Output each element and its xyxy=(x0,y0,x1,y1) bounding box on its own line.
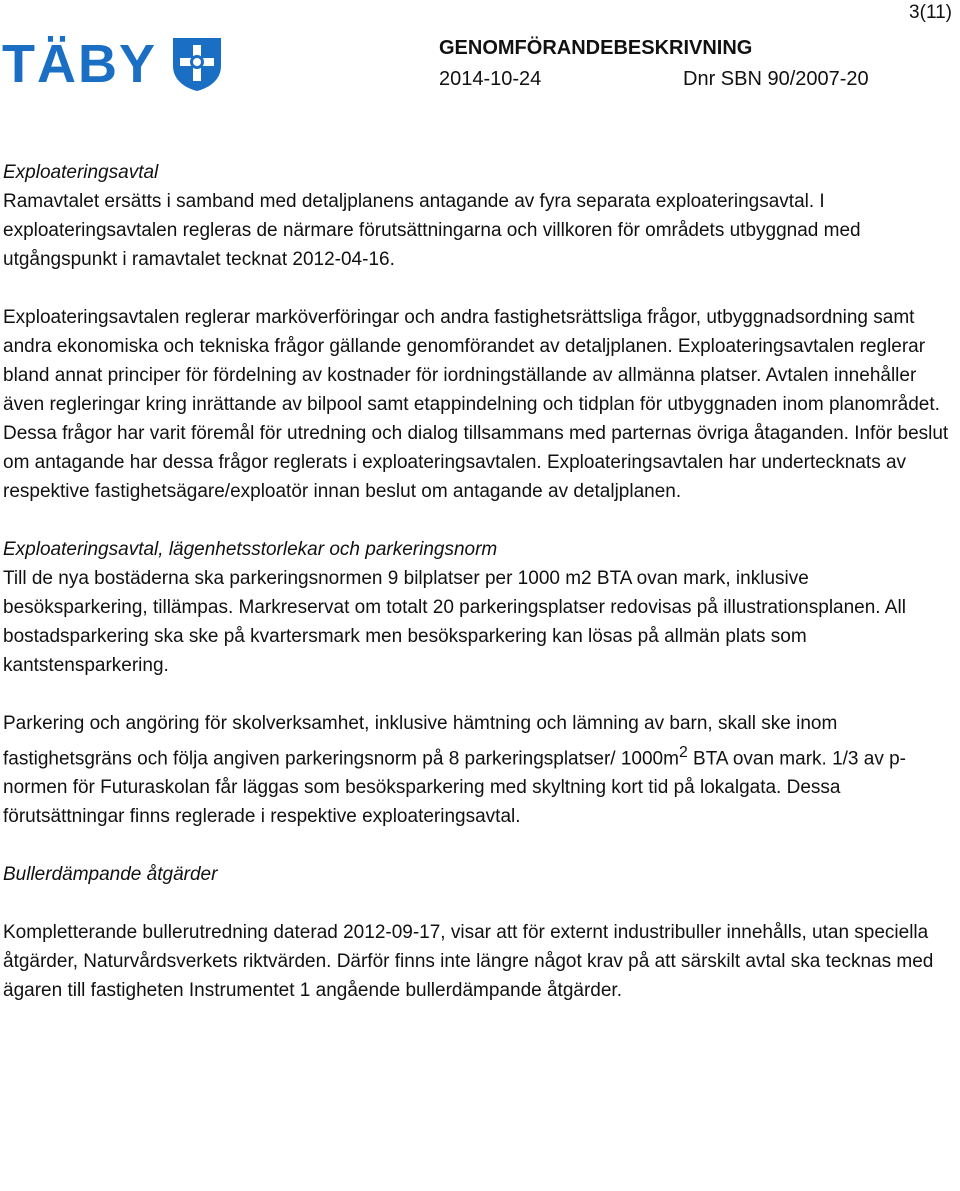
paragraph xyxy=(3,709,953,831)
logo-text: TÄBY xyxy=(2,34,157,94)
paragraph: Exploateringsavtalen reglerar marköverföringar och andra fastighetsrättsliga frågor, utbyggnadsordning samt andra ekonomiska och tekniska frågor gällande genomförandet av detaljplanen. Exploateringsavtalen reglerar bland annat principer för fördelning av kostnader för iordningställande av allmänna platser. Avtalen innehåller även regleringar kring inrättande av bilpool samt etappindelning och tidplan för utbyggnaden inom planområdet. Dessa frågor har varit föremål för utredning och dialog tillsammans med parternas övriga åtaganden. Inför beslut om antagande har dessa frågor reglerats i exploateringsavtalen. Exploateringsavtalen har undertecknats av respektive fastighetsägare/exploatör innan beslut om antagande av detaljplanen. xyxy=(3,307,949,502)
superscript: 2 xyxy=(678,744,688,761)
paragraph-text: BTA ovan mark. 1/3 av p-normen för Futuraskolan får läggas som besöksparkering med skyltning kort tid på lokalgata. Dessa förutsättningar finns reglerade i respektive exploateringsavtal. xyxy=(3,748,907,828)
section-heading-parkeringsnorm: Exploateringsavtal, lägenhetsstorlekar och parkeringsnorm xyxy=(3,539,498,560)
section-heading-buller: Bullerdämpande åtgärder xyxy=(3,864,218,886)
paragraph: Till de nya bostäderna ska parkeringsnormen 9 bilplatser per 1000 m2 BTA ovan mark, inklusive besöksparkering, tillämpas. Markreservat om totalt 20 parkeringsplatser redovisas på illustrationsplanen. All bostadsparkering ska ske på kvartersmark men besöksparkering kan lösas på allmän plats som kantstensparkering. xyxy=(3,568,906,676)
shield-cross-icon xyxy=(171,36,223,92)
taby-logo xyxy=(2,36,223,92)
document-title: GENOMFÖRANDEBESKRIVNING xyxy=(439,37,753,59)
paragraph: Ramavtalet ersätts i samband med detaljplanens antagande av fyra separata exploateringsavtal. I exploateringsavtalen regleras de närmare förutsättningarna och villkoren för områdets utbyggnad med utgångspunkt i ramavtalet tecknat 2012-04-16. xyxy=(3,191,861,270)
document-dnr: Dnr SBN 90/2007-20 xyxy=(683,68,869,90)
page-number: 3(11) xyxy=(909,2,952,23)
document-body xyxy=(3,158,953,1005)
document-date: 2014-10-24 xyxy=(439,68,542,90)
paragraph: Kompletterande bullerutredning daterad 2012-09-17, visar att för externt industribuller innehålls, utan speciella åtgärder, Naturvårdsverkets riktvärden. Därför finns inte längre något krav på att särskilt avtal ska tecknas med ägaren till fastigheten Instrumentet 1 angående bullerdämpande åtgärder. xyxy=(3,922,934,1002)
paragraph-text: Parkering och angöring för skolverksamhet, inklusive hämtning och lämning av barn, skall ske inom fastighetsgräns och följa angiven parkeringsnorm på 8 parkeringsplatser/ 1000m xyxy=(3,713,838,770)
section-heading-exploateringsavtal: Exploateringsavtal xyxy=(3,162,159,183)
